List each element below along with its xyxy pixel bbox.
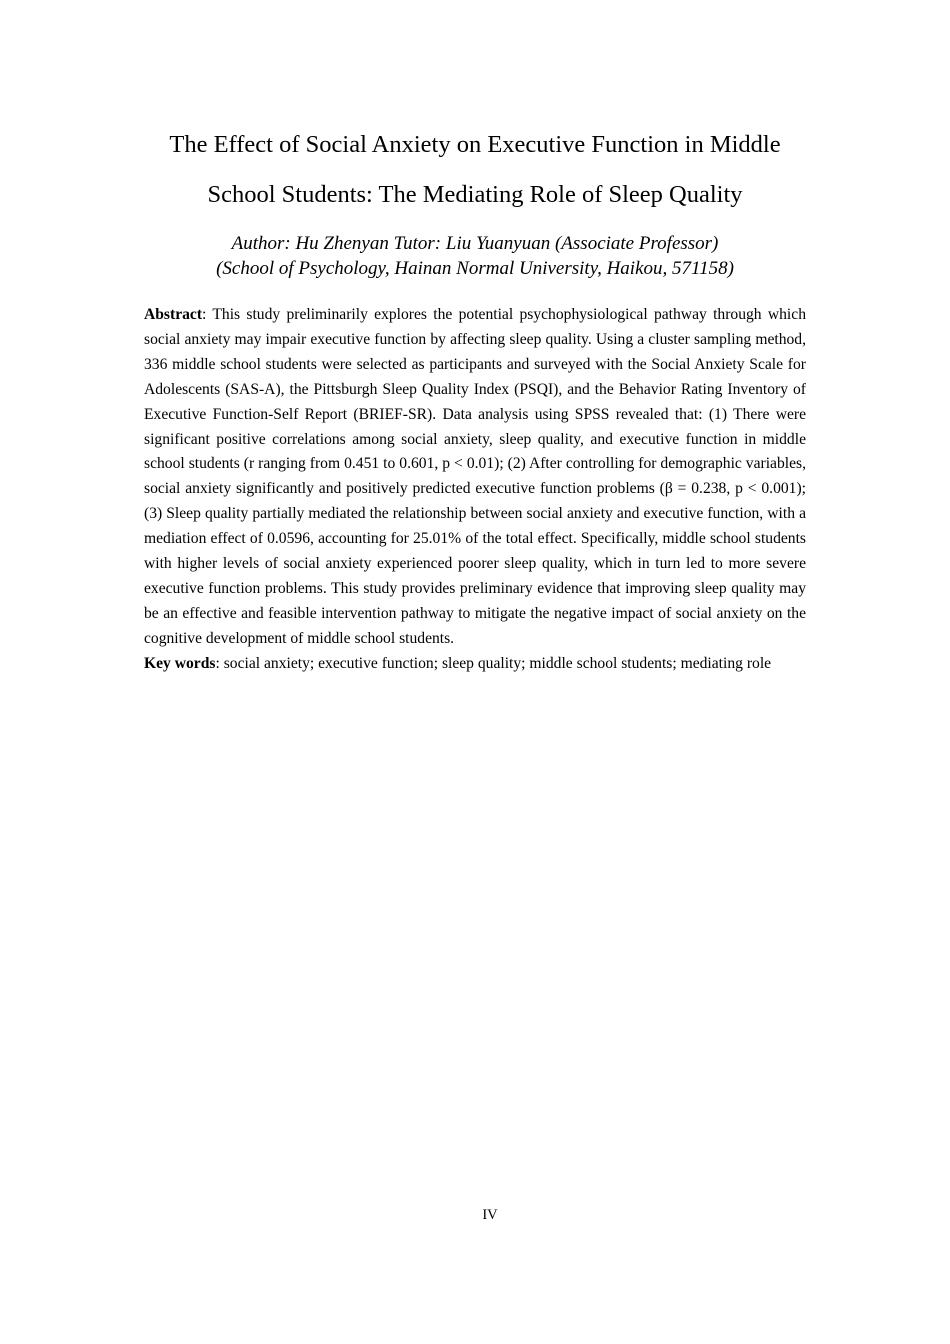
keywords-paragraph	[144, 652, 806, 677]
paper-title-line-2: School Students: The Mediating Role of Sleep Quality	[207, 181, 743, 208]
paper-title-line-1: The Effect of Social Anxiety on Executive Function in Middle	[169, 131, 781, 158]
keywords-text: social anxiety; executive function; sleep quality; middle school students; mediating role	[223, 654, 772, 672]
keywords-separator: :	[215, 654, 224, 672]
author-line: Author: Hu Zhenyan Tutor: Liu Yuanyuan (Associate Professor)	[231, 233, 719, 254]
keywords-label: Key words	[144, 654, 216, 672]
abstract-paragraph	[144, 303, 806, 652]
abstract-section	[144, 303, 806, 677]
affiliation-line: (School of Psychology, Hainan Normal University, Haikou, 571158)	[216, 258, 734, 279]
abstract-label: Abstract	[144, 306, 203, 323]
author-block	[100, 231, 850, 281]
paper-title	[100, 120, 850, 220]
abstract-text: This study preliminarily explores the potential psychophysiological pathway through which social anxiety may impair executive function by affecting sleep quality. Using a cluster sampling method, 336 middle school students were selected as participants and surveyed with the Social Anxiety Scale for Adolescents (SAS-A), the Pittsburgh Sleep Quality Index (PSQI), and the Behavior Rating Inventory of Executive Function-Self Report (BRIEF-SR). Data analysis using SPSS revealed that: (1) There were significant positive correlations among social anxiety, sleep quality, and executive function in middle school students (r ranging from 0.451 to 0.601, p < 0.01); (2) After controlling for demographic variables, social anxiety significantly and positively predicted executive function problems (β = 0.238, p < 0.001); (3) Sleep quality partially mediated the relationship between social anxiety and executive function, with a mediation effect of 0.0596, accounting for 25.01% of the total effect. Specifically, middle school students with higher levels of social anxiety experienced poorer sleep quality, which in turn led to more severe executive function problems. This study provides preliminary evidence that improving sleep quality may be an effective and feasible intervention pathway to mitigate the negative impact of social anxiety on the cognitive development of middle school students.	[144, 306, 806, 647]
page-number: IV	[482, 1207, 498, 1223]
abstract-separator: :	[202, 306, 213, 323]
